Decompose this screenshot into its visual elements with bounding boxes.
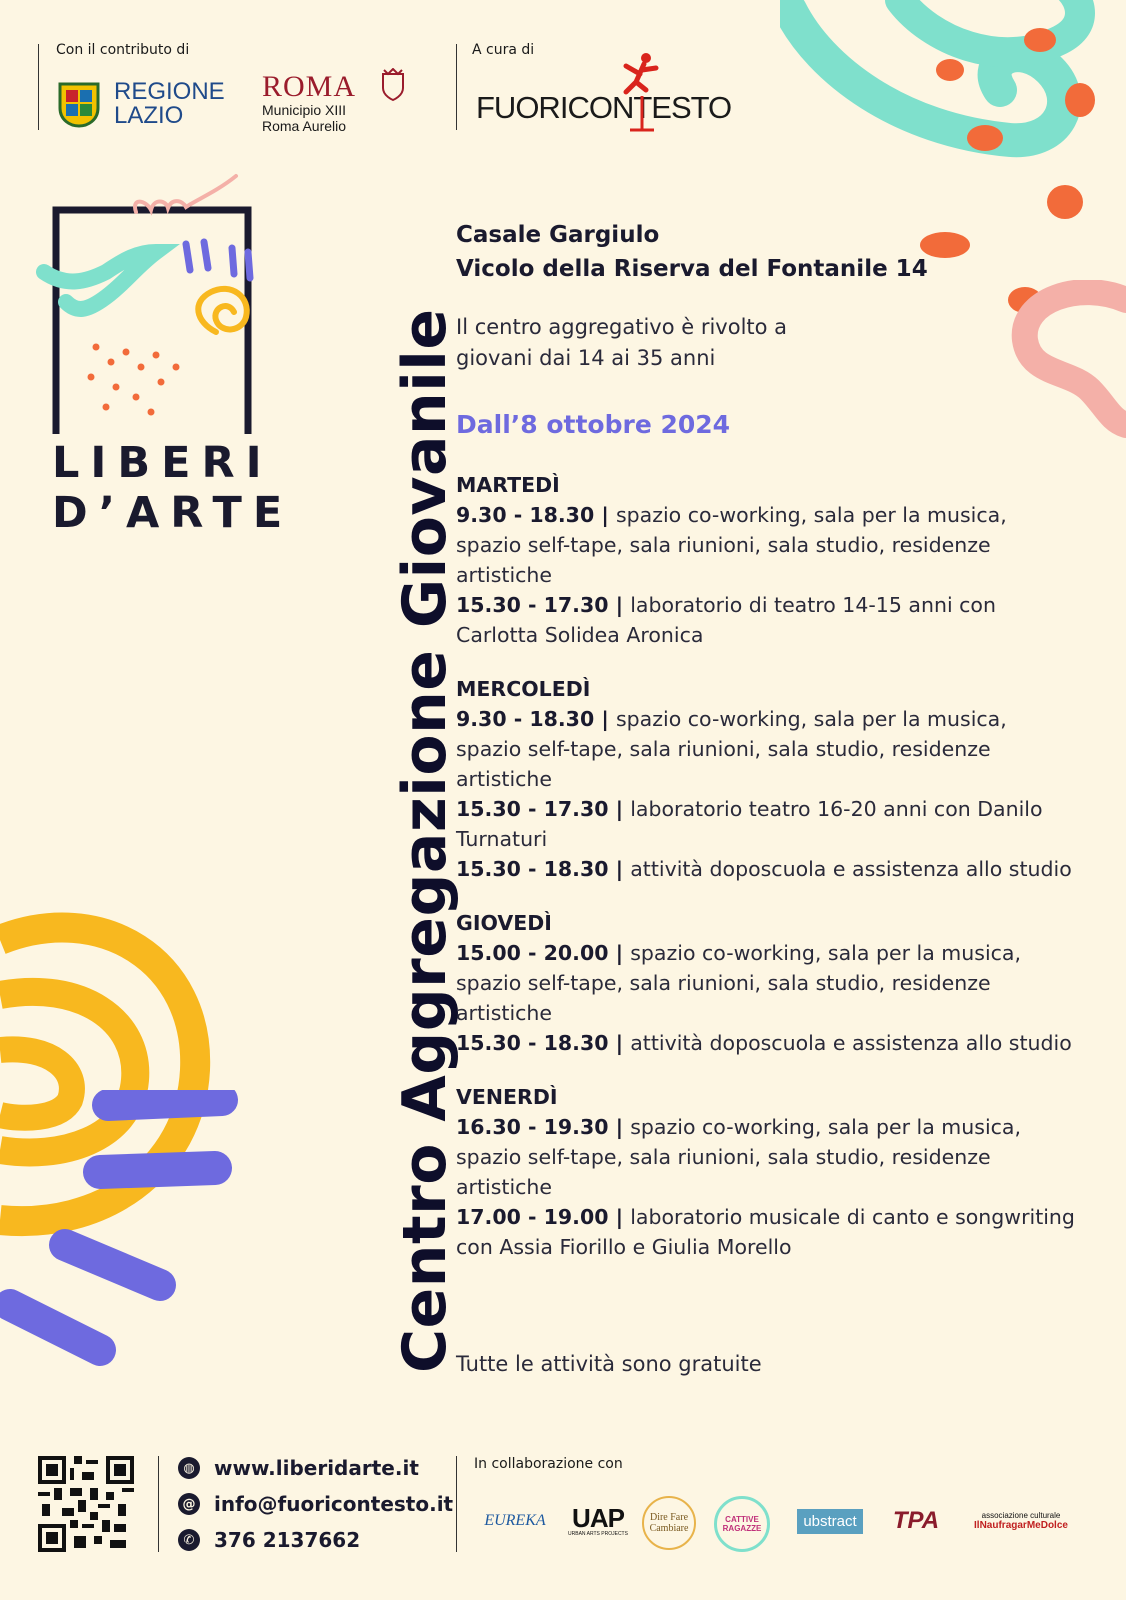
partner-sub: IlNaufragarMeDolce — [974, 1520, 1068, 1531]
partner-logo-uap — [566, 1496, 630, 1546]
slot-time: 9.30 - 18.30 — [456, 503, 602, 527]
partner-label: TPA — [892, 1507, 940, 1534]
footer-divider-right — [456, 1456, 457, 1552]
time-slot: 9.30 - 18.30 | spazio co-working, sala per la musica, spazio self-tape, sala riunioni, sala studio, residenze artistiche — [456, 707, 1007, 791]
time-slot: 15.30 - 17.30 | laboratorio di teatro 14-15 anni con Carlotta Solidea Aronica — [456, 593, 996, 647]
footer-divider-left — [158, 1456, 159, 1552]
slot-time: 15.30 - 17.30 — [456, 797, 609, 821]
day-name: GIOVEDÌ — [456, 911, 552, 935]
slot-text: laboratorio di teatro 14-15 anni con Carlotta Solidea Aronica — [456, 593, 996, 647]
schedule-day — [456, 1082, 1076, 1262]
slot-text: laboratorio teatro 16-20 anni con Danilo Turnaturi — [456, 797, 1043, 851]
partner-label: Dire Fare Cambiare — [649, 1512, 689, 1534]
partner-label: CATTIVE RAGAZZE — [722, 1515, 762, 1533]
website-link[interactable] — [178, 1456, 419, 1480]
time-slot: 9.30 - 18.30 | spazio co-working, sala per la musica, spazio self-tape, sala riunioni, sala studio, residenze artistiche — [456, 503, 1007, 587]
slot-text: spazio co-working, sala per la musica, spazio self-tape, sala riunioni, sala studio, residenze artistiche — [456, 941, 1021, 1025]
slot-text: spazio co-working, sala per la musica, spazio self-tape, sala riunioni, sala studio, residenze artistiche — [456, 1115, 1021, 1199]
partner-label: ubstract — [797, 1509, 862, 1534]
time-slot: 15.30 - 18.30 | attività doposcuola e assistenza allo studio — [456, 1031, 1072, 1055]
slot-text: spazio co-working, sala per la musica, spazio self-tape, sala riunioni, sala studio, residenze artistiche — [456, 503, 1007, 587]
partner-logo-substract — [788, 1496, 872, 1546]
partner-logo-tpa — [886, 1496, 946, 1546]
fuori-wordmark: FUORI — [476, 90, 568, 125]
contrib-label: Con il contributo di — [56, 42, 190, 58]
day-name: VENERDÌ — [456, 1085, 558, 1109]
decorative-coral-dots — [920, 20, 1126, 320]
slot-time: 16.30 - 19.30 — [456, 1115, 609, 1139]
slot-time: 15.30 - 18.30 — [456, 1031, 609, 1055]
contesto-wordmark: CONTESTO — [567, 90, 732, 125]
regione-lazio-logo — [114, 80, 225, 128]
start-date: Dall’8 ottobre 2024 — [456, 410, 731, 439]
vertical-page-title: Centro Aggregazione Giovanile — [390, 308, 460, 1373]
time-slot: 15.30 - 17.30 | laboratorio teatro 16-20 anni con Danilo Turnaturi — [456, 797, 1043, 851]
schedule-day — [456, 470, 1076, 650]
fuoricontesto-logo — [476, 92, 731, 124]
partner-logo-cattive-ragazze — [714, 1496, 770, 1552]
regione-line-2: LAZIO — [114, 102, 184, 129]
liberi-darte-line-1: LIBERI — [52, 438, 273, 488]
slot-time: 15.00 - 20.00 — [456, 941, 609, 965]
partner-logo-eureka — [478, 1496, 552, 1546]
email-link[interactable] — [178, 1492, 453, 1516]
slot-time: 17.00 - 19.00 — [456, 1205, 609, 1229]
header-divider-left — [38, 44, 39, 130]
liberi-darte-wordmark — [52, 438, 293, 538]
roma-wordmark: ROMA — [262, 70, 357, 103]
roma-logo — [262, 72, 356, 134]
regione-lazio-emblem-icon — [56, 80, 102, 128]
slot-time: 9.30 - 18.30 — [456, 707, 595, 731]
slot-text: attività doposcuola e assistenza allo studio — [630, 1031, 1072, 1055]
intro-line-1: Il centro aggregativo è rivolto a — [456, 315, 788, 339]
partner-label: associazione culturale — [981, 1511, 1061, 1520]
phone-icon: ✆ — [178, 1529, 200, 1551]
at-sign-icon: @ — [178, 1493, 200, 1515]
phone-text: 376 2137662 — [214, 1528, 361, 1552]
municipio-line-2: Roma Aurelio — [262, 118, 347, 134]
municipio-line-1: Municipio XIII — [262, 102, 347, 118]
day-name: MARTEDÌ — [456, 473, 560, 497]
globe-icon: ◍ — [178, 1457, 200, 1479]
venue-address: Vicolo della Riserva del Fontanile 14 — [456, 256, 928, 282]
schedule-day — [456, 674, 1076, 884]
slot-time: 15.30 - 17.30 — [456, 593, 609, 617]
time-slot: 16.30 - 19.30 | spazio co-working, sala per la musica, spazio self-tape, sala riunioni, sala studio, residenze artistiche — [456, 1115, 1021, 1199]
regione-line-1: REGIONE — [114, 78, 225, 105]
slot-text: attività doposcuola e assistenza allo studio — [630, 857, 1072, 881]
weekly-schedule — [456, 470, 1076, 1286]
partner-logo-dire-fare-cambiare — [642, 1496, 696, 1550]
time-slot: 15.30 - 18.30 | attività doposcuola e assistenza allo studio — [456, 857, 1072, 881]
header-divider-right — [456, 44, 457, 130]
schedule-day — [456, 908, 1076, 1058]
website-text: www.liberidarte.it — [214, 1456, 419, 1480]
liberi-darte-frame — [36, 172, 266, 442]
qr-code-icon[interactable] — [38, 1456, 134, 1552]
day-name: MERCOLEDÌ — [456, 677, 591, 701]
slot-text: spazio co-working, sala per la musica, spazio self-tape, sala riunioni, sala studio, residenze artistiche — [456, 707, 1007, 791]
email-text: info@fuoricontesto.it — [214, 1492, 454, 1516]
partner-label: UAP — [572, 1503, 624, 1533]
intro-text — [456, 312, 787, 374]
venue-block — [456, 218, 928, 286]
collab-label: In collaborazione con — [474, 1456, 623, 1472]
time-slot: 15.00 - 20.00 | spazio co-working, sala per la musica, spazio self-tape, sala riunioni, sala studio, residenze artistiche — [456, 941, 1021, 1025]
time-slot: 17.00 - 19.00 | laboratorio musicale di canto e songwriting con Assia Fiorillo e Giulia Morello — [456, 1205, 1075, 1259]
liberi-darte-line-2: D’ARTE — [52, 488, 294, 538]
intro-line-2: giovani dai 14 ai 35 anni — [456, 346, 716, 370]
free-activities-note: Tutte le attività sono gratuite — [456, 1352, 762, 1376]
partner-label: EUREKA — [484, 1512, 546, 1529]
roma-shield-icon — [380, 68, 406, 102]
slot-text: laboratorio musicale di canto e songwriting con Assia Fiorillo e Giulia Morello — [456, 1205, 1075, 1259]
cura-label: A cura di — [472, 42, 535, 58]
partner-sub: URBAN ARTS PROJECTS — [568, 1531, 628, 1537]
fuoricontesto-figure-icon — [620, 52, 664, 134]
partner-logo-naufragar — [966, 1496, 1076, 1546]
venue-name: Casale Gargiulo — [456, 222, 660, 248]
slot-time: 15.30 - 18.30 — [456, 857, 609, 881]
decorative-pink-loop — [1000, 280, 1126, 440]
phone-link[interactable] — [178, 1528, 360, 1552]
decorative-violet-strokes — [0, 1090, 240, 1380]
